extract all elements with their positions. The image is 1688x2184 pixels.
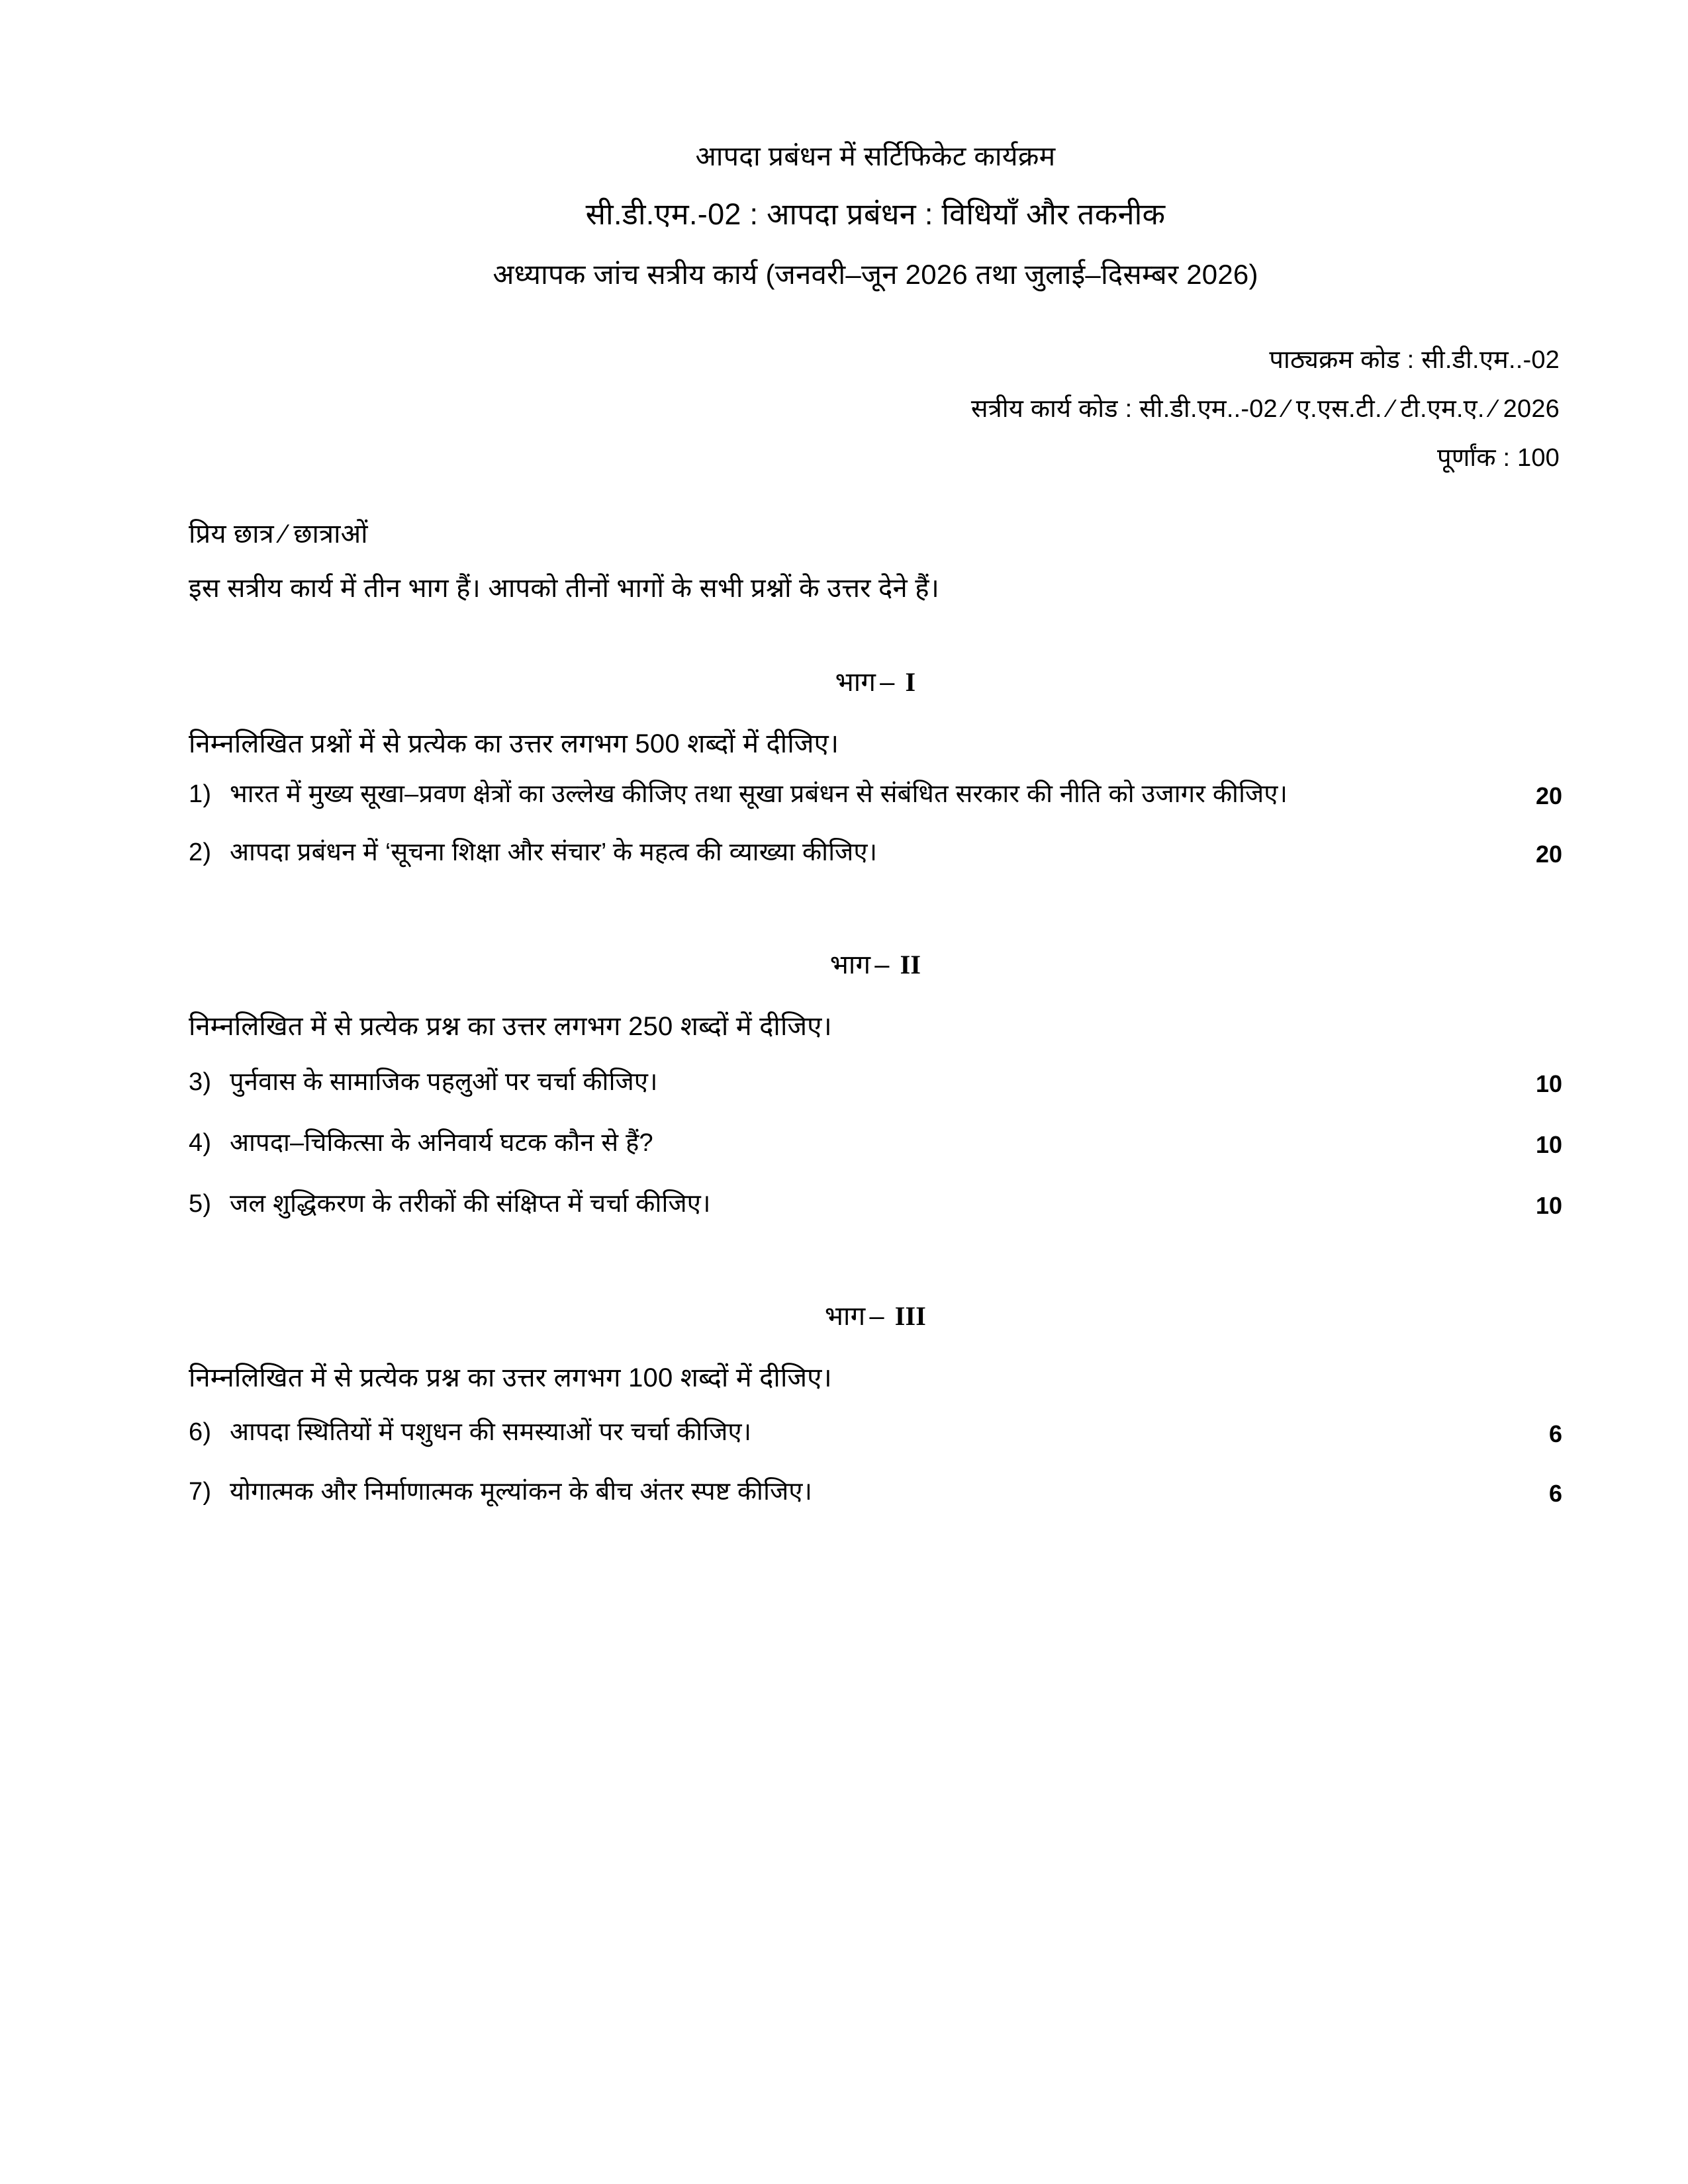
question-number: 5) [189,1190,212,1218]
question-list-2 [189,1065,1562,1222]
part-dash-1: – [880,668,895,698]
question-number: 6) [189,1418,212,1447]
general-instruction: इस सत्रीय कार्य में तीन भाग हैं। आपको तीनों भागों के सभी प्रश्नों के उत्तर देने हैं। [189,574,940,604]
document-content [189,142,1562,1510]
max-marks: पूर्णांक : 100 [1437,444,1560,473]
part-heading-1 [189,662,1562,699]
assignment-title: अध्यापक जांच सत्रीय कार्य (जनवरी–जून 2026 तथा जुलाई–दिसम्बर 2026) [492,259,1258,291]
question-body [189,835,1505,871]
document-header [189,142,1562,289]
question-body [189,1187,1505,1222]
section-part-2 [189,945,1562,1222]
question-row [189,1065,1562,1101]
course-code: पाठ्यक्रम कोड : सी.डी.एम..-02 [1269,346,1560,375]
question-row [189,1126,1562,1161]
question-marks: 10 [1535,1131,1562,1159]
course-title: सी.डी.एम.-02 : आपदा प्रबंधन : विधियाँ और तकनीक [585,197,1166,232]
question-row [189,835,1562,871]
assignment-code: सत्रीय कार्य कोड : सी.डी.एम..-02 ⁄ ए.एस.टी. ⁄ टी.एम.ए. ⁄ 2026 [970,395,1560,424]
question-body [189,1415,1505,1451]
question-number: 3) [189,1068,212,1097]
question-marks: 20 [1535,782,1562,810]
greeting: प्रिय छात्र ⁄ छात्राओं [189,520,368,549]
question-text: आपदा स्थितियों में पशुधन की समस्याओं पर चर्चा कीजिए। [230,1418,752,1447]
question-list-3 [189,1415,1562,1510]
question-list-1 [189,777,1562,871]
question-body [189,1065,1505,1101]
question-text: आपदा प्रबंधन में ‘सूचना शिक्षा और संचार’ के महत्व की व्याख्या कीजिए। [230,839,878,867]
part-heading-3 [189,1297,1562,1333]
part-label-3: भाग [824,1302,866,1332]
section-instruction-1: निम्नलिखित प्रश्नों में से प्रत्येक का उत्तर लगभग 500 शब्दों में दीजिए। [189,729,839,759]
question-text: आपदा–चिकित्सा के अनिवार्य घटक कौन से हैं? [230,1129,653,1158]
question-row [189,777,1562,813]
question-marks: 6 [1548,1420,1562,1447]
section-instruction-2: निम्नलिखित में से प्रत्येक प्रश्न का उत्तर लगभग 250 शब्दों में दीजिए। [189,1012,832,1042]
question-text: जल शुद्धिकरण के तरीकों की संक्षिप्त में चर्चा कीजिए। [230,1190,711,1218]
question-number: 7) [189,1478,212,1506]
part-dash-2: – [874,950,890,980]
question-marks: 10 [1535,1070,1562,1098]
part-numeral-3: III [894,1301,927,1332]
question-text: पुर्नवास के सामाजिक पहलुओं पर चर्चा कीजिए। [230,1068,658,1097]
question-row [189,1475,1562,1510]
salutation-block [189,521,1562,602]
question-number: 2) [189,839,212,867]
question-row [189,1415,1562,1451]
code-block [189,347,1562,471]
section-part-1 [189,662,1562,871]
question-body [189,777,1505,813]
question-marks: 6 [1548,1479,1562,1507]
part-heading-2 [189,945,1562,981]
question-text: योगात्मक और निर्माणात्मक मूल्यांकन के बीच अंतर स्पष्ट कीजिए। [230,1478,813,1506]
part-label-2: भाग [829,950,871,980]
question-row [189,1187,1562,1222]
question-body [189,1126,1505,1161]
program-title: आपदा प्रबंधन में सर्टिफिकेट कार्यक्रम [695,141,1056,171]
section-instruction-3: निम्नलिखित में से प्रत्येक प्रश्न का उत्तर लगभग 100 शब्दों में दीजिए। [189,1363,832,1393]
question-marks: 10 [1535,1192,1562,1220]
part-numeral-2: II [900,950,921,980]
question-text: भारत में मुख्य सूखा–प्रवण क्षेत्रों का उल्लेख कीजिए तथा सूखा प्रबंधन से संबंधित सरकार की नीति को उजागर कीजिए। [230,780,1288,809]
question-number: 4) [189,1129,212,1158]
part-dash-3: – [869,1302,884,1332]
section-part-3 [189,1297,1562,1510]
question-body [189,1475,1505,1510]
part-label-1: भाग [835,668,876,698]
part-numeral-1: I [905,667,916,698]
question-marks: 20 [1535,841,1562,868]
question-number: 1) [189,780,212,809]
